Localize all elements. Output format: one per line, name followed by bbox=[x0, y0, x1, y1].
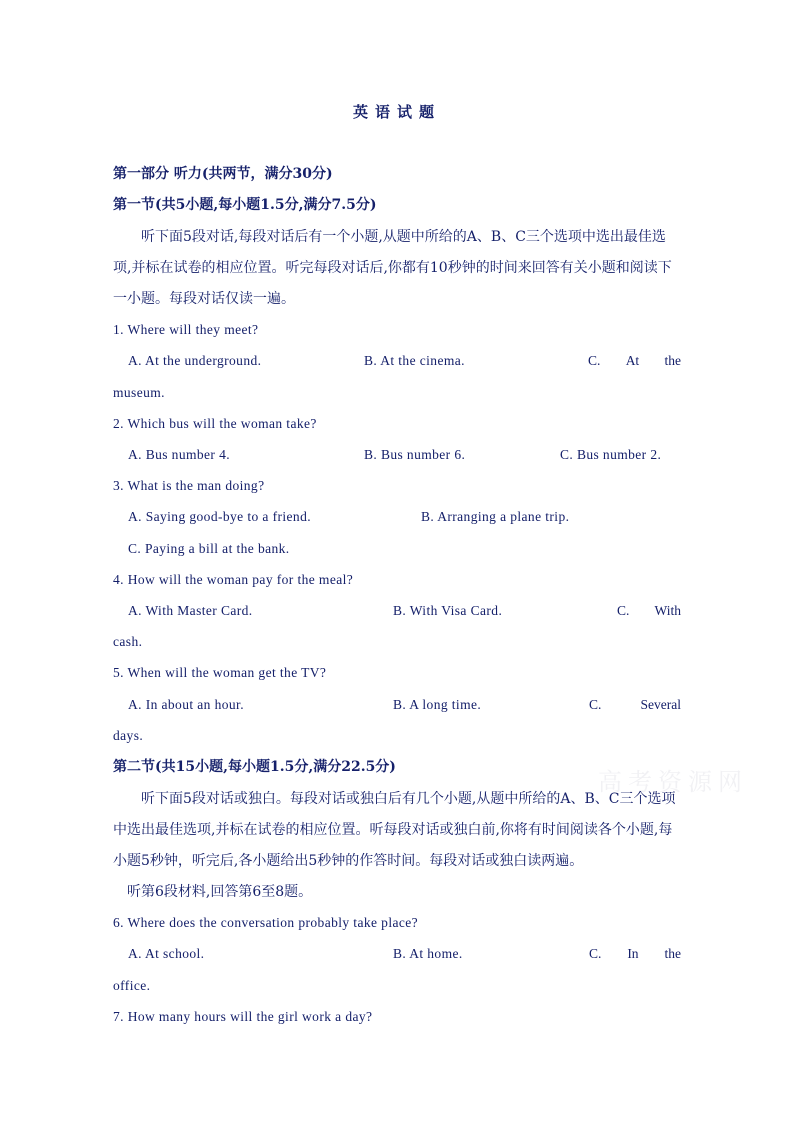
section1-instruction-line: 项,并标在试卷的相应位置。听完每段对话后,你都有10秒钟的时间来回答有关小题和阅读下 bbox=[113, 260, 672, 276]
section2-instruction-line: 听下面5段对话或独白。每段对话或独白后有几个小题,从题中所给的A、B、C三个选项 bbox=[141, 791, 676, 807]
question-6-option-c-continued: office. bbox=[113, 978, 151, 993]
question-2-option-a: A. Bus number 4. bbox=[128, 447, 231, 462]
question-6-option-c bbox=[589, 944, 681, 964]
question-4-option-c bbox=[617, 601, 681, 621]
question-2-option-b: B. Bus number 6. bbox=[364, 447, 466, 462]
question-3-option-b: B. Arranging a plane trip. bbox=[421, 509, 570, 524]
section1-instruction-line: 听下面5段对话,每段对话后有一个小题,从题中所给的A、B、C三个选项中选出最佳选 bbox=[141, 229, 666, 245]
question-2-option-c: C. Bus number 2. bbox=[560, 447, 662, 462]
section2-instruction-line: 小题5秒钟，听完后,各小题给出5秒钟的作答时间。每段对话或独白读两遍。 bbox=[113, 853, 584, 869]
question-5-option-c bbox=[589, 695, 681, 715]
option-c-word: C. bbox=[588, 353, 601, 368]
question-7-stem: 7. How many hours will the girl work a day? bbox=[113, 1009, 373, 1024]
material-note: 听第6段材料,回答第6至8题。 bbox=[127, 884, 313, 900]
option-c-word: Several bbox=[640, 697, 681, 712]
question-4-option-c-continued: cash. bbox=[113, 634, 143, 649]
question-3-option-c: C. Paying a bill at the bank. bbox=[128, 541, 290, 556]
question-4-option-b: B. With Visa Card. bbox=[393, 603, 503, 618]
option-c-word: the bbox=[664, 353, 681, 368]
option-c-word: C. bbox=[589, 697, 602, 712]
question-4-stem: 4. How will the woman pay for the meal? bbox=[113, 572, 354, 587]
section2-heading: 第二节(共15小题,每小题1.5分,满分22.5分) bbox=[113, 759, 396, 775]
question-5-option-b: B. A long time. bbox=[393, 697, 482, 712]
question-3-stem: 3. What is the man doing? bbox=[113, 478, 265, 493]
section2-instruction-line: 中选出最佳选项,并标在试卷的相应位置。听每段对话或独白前,你将有时间阅读各个小题,每 bbox=[113, 822, 673, 838]
question-6-stem: 6. Where does the conversation probably take place? bbox=[113, 915, 419, 930]
question-3-option-a: A. Saying good-bye to a friend. bbox=[128, 509, 311, 524]
page-title: 英语试题 bbox=[352, 103, 441, 121]
option-c-word: the bbox=[664, 946, 681, 961]
question-1-option-b: B. At the cinema. bbox=[364, 353, 465, 368]
option-c-word: C. bbox=[617, 603, 630, 618]
option-c-word: In bbox=[627, 946, 639, 961]
watermark: 高考资源网 bbox=[598, 768, 748, 796]
question-6-option-b: B. At home. bbox=[393, 946, 463, 961]
section1-instruction-line: 一小题。每段对话仅读一遍。 bbox=[113, 291, 295, 307]
question-1-option-c-continued: museum. bbox=[113, 385, 165, 400]
question-5-option-c-continued: days. bbox=[113, 728, 144, 743]
question-1-option-a: A. At the underground. bbox=[128, 353, 262, 368]
question-1-option-c bbox=[588, 351, 681, 371]
question-5-option-a: A. In about an hour. bbox=[128, 697, 244, 712]
section1-heading: 第一节(共5小题,每小题1.5分,满分7.5分) bbox=[113, 197, 377, 213]
option-c-word: At bbox=[625, 353, 640, 368]
option-c-word: C. bbox=[589, 946, 602, 961]
question-4-option-a: A. With Master Card. bbox=[128, 603, 253, 618]
question-1-stem: 1. Where will they meet? bbox=[113, 322, 259, 337]
question-2-stem: 2. Which bus will the woman take? bbox=[113, 416, 317, 431]
question-6-option-a: A. At school. bbox=[128, 946, 205, 961]
part1-heading: 第一部分 听力(共两节，满分30分) bbox=[113, 166, 333, 182]
question-5-stem: 5. When will the woman get the TV? bbox=[113, 665, 327, 680]
option-c-word: With bbox=[654, 603, 681, 618]
